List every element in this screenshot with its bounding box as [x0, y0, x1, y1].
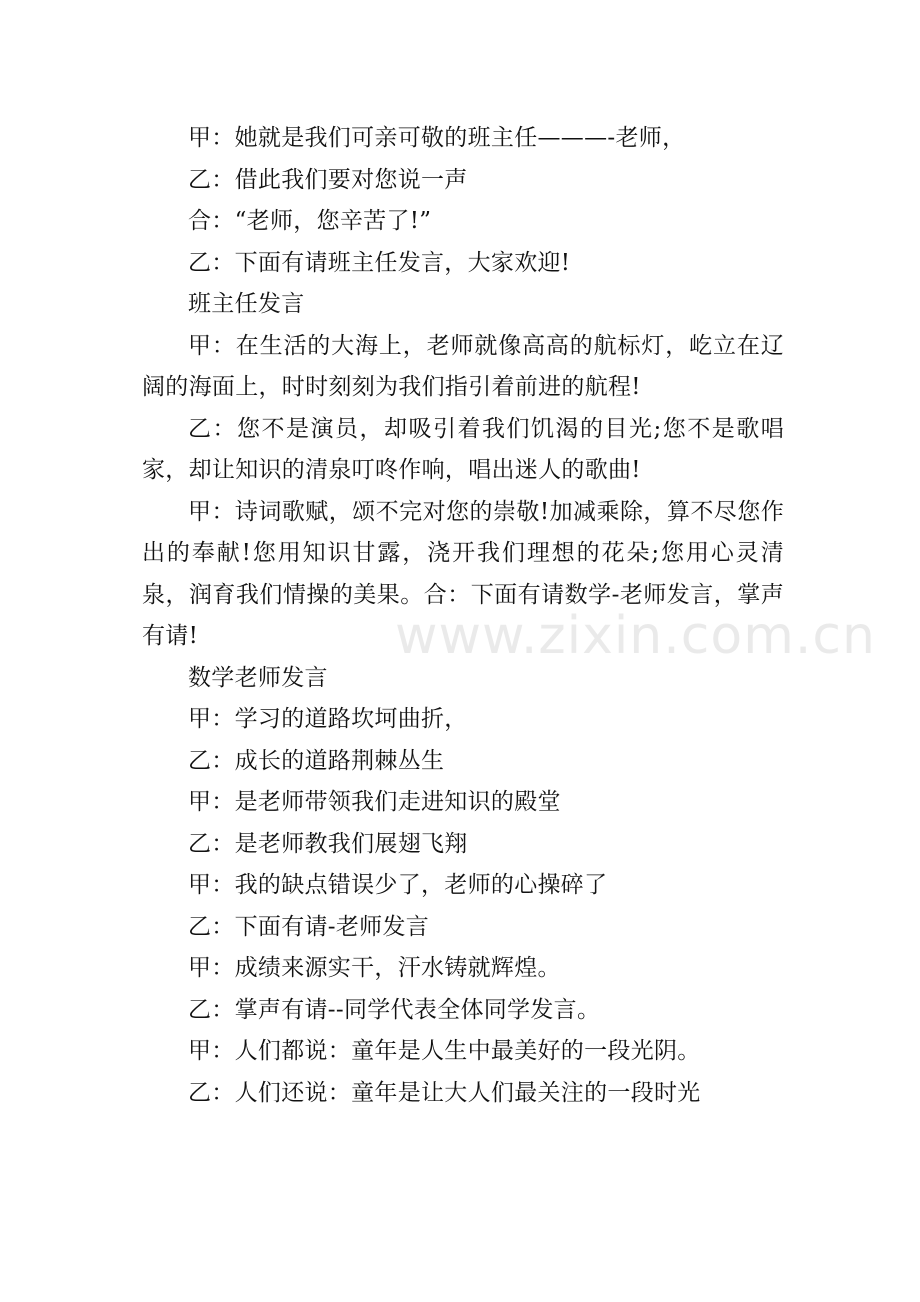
paragraph-15: 乙：下面有请-老师发言 [188, 913, 430, 940]
watermark: www.zixin.com.cn [395, 606, 876, 666]
paragraph-13: 乙：是老师教我们展翅飞翔 [188, 830, 468, 857]
paragraph-6: 甲：在生活的大海上，老师就像高高的航标灯，屹立在辽阔的海面上，时时刻刻为我们指引着前进的航程! [142, 332, 784, 400]
paragraph-8: 甲：诗词歌赋，颂不完对您的崇敬!加减乘除，算不尽您作出的奉献!您用知识甘露，浇开我们理想的花朵;您用心灵清泉，润育我们情操的美果。合：下面有请数学-老师发言，掌声有请! [142, 498, 784, 649]
paragraph-7: 乙：您不是演员，却吸引着我们饥渴的目光;您不是歌唱家，却让知识的清泉叮咚作响，唱出迷人的歌曲! [142, 415, 784, 483]
paragraph-2: 乙：借此我们要对您说一声 [188, 166, 468, 193]
paragraph-1: 甲：她就是我们可亲可敬的班主任———-老师， [188, 125, 686, 151]
paragraph-19: 乙：人们还说：童年是让大人们最关注的一段时光 [188, 1079, 701, 1106]
paragraph-4: 乙：下面有请班主任发言，大家欢迎! [188, 249, 571, 276]
paragraph-3: 合：“老师，您辛苦了!” [188, 208, 432, 234]
paragraph-17: 乙：掌声有请--同学代表全体同学发言。 [188, 996, 601, 1023]
section-heading-math-teacher: 数学老师发言 [188, 664, 328, 691]
paragraph-11: 乙：成长的道路荆棘丛生 [188, 747, 445, 774]
paragraph-12: 甲：是老师带领我们走进知识的殿堂 [188, 789, 561, 815]
section-heading-head-teacher: 班主任发言 [188, 291, 305, 317]
paragraph-10: 甲：学习的道路坎坷曲折， [188, 706, 468, 732]
document-body [142, 118, 784, 1114]
paragraph-14: 甲：我的缺点错误少了，老师的心操碎了 [188, 872, 608, 898]
paragraph-16: 甲：成绩来源实干，汗水铸就辉煌。 [188, 955, 561, 981]
paragraph-18: 甲：人们都说：童年是人生中最美好的一段光阴。 [188, 1038, 701, 1064]
